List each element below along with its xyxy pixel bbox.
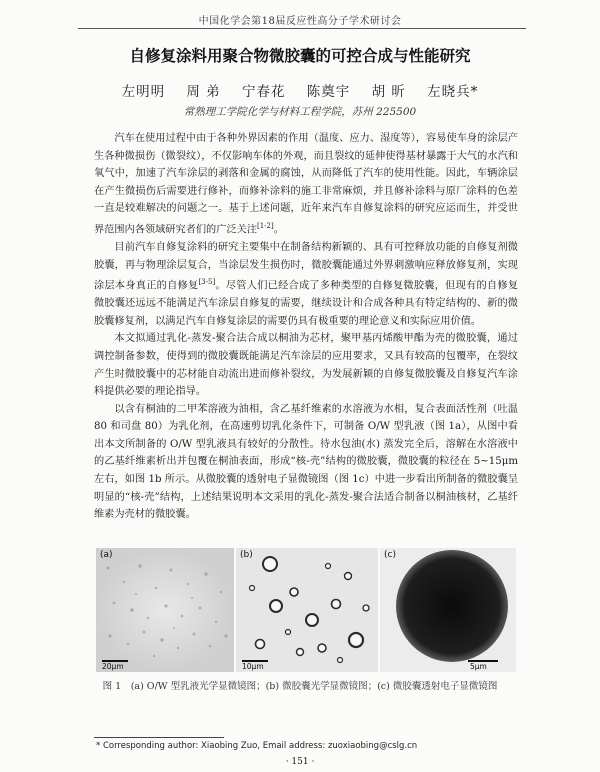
scale-label: 10μm (242, 662, 264, 671)
page-number: · 151 · (285, 757, 315, 767)
header-rule (78, 28, 526, 29)
body-text (94, 130, 518, 524)
paragraph: 目前汽车自修复涂料的研究主要集中在制备结构新颖的、具有可控释放功能的自修复剂微胶囊，再与物理涂层复合，当涂层发生损伤时，微胶囊能通过外界刺激响应释放修复剂，实现涂层本身真正的自修复[3-5]。尽管人们已经合成了多种类型的自修复微胶囊，但现有的自修复微胶囊还远远不能满足汽车涂层自修复的需要，继续设计和合成各种具有特定结构的、新的微胶囊修复剂，以满足汽车自修复涂层的需要仍具有极重要的理论意义和实际应用价值。 (94, 241, 519, 327)
footnote: * Corresponding author: Xiaobing Zuo, Email address: zuoxiaobing@cslg.cn (96, 741, 418, 751)
panel-label: (b) (240, 550, 253, 560)
citation: [1-2] (257, 221, 274, 230)
tem-capsule-graphic (380, 548, 516, 672)
panel-label: (a) (100, 550, 113, 560)
author-list (0, 80, 600, 100)
running-header: 中国化学会第18届反应性高分子学术研讨会 (198, 16, 402, 27)
paragraph: 以含有桐油的二甲苯溶液为油相，含乙基纤维素的水溶液为水相，复合表面活性剂（吐温 80 和司盘 80）为乳化剂，在高速剪切乳化条件下，可制备 O/W 型乳液（图 1a），从图中看出本文所制备的 O/W 型乳液具有较好的分散性。待水包油(水) 蒸发完全后，溶解在水溶液中的乙基纤维素析出并包覆在桐油表面，形成“核-壳”结构的微胶囊，微胶囊的粒径在 5~15μm 左右，如图 1b 所示。从微胶囊的透射电子显微镜图（图 1c）中进一步看出所制备的微胶囊呈明显的“核-壳”结构，上述结果说明本文采用的乳化-蒸发-聚合法适合制备以桐油核材，乙基纤维素为壳材的微胶囊。 (94, 403, 518, 521)
scale-label: 20μm (102, 662, 124, 671)
citation: [3-5] (198, 278, 216, 287)
author: 左晓兵* (427, 84, 479, 100)
panel-label: (c) (384, 550, 396, 560)
footnote-rule (94, 737, 224, 738)
affiliation: 常熟理工学院化学与材料工程学院，苏州 225500 (183, 106, 417, 118)
panel-a-emulsion-micrograph (96, 548, 234, 672)
figure-caption: 图 1 (a) O/W 型乳液光学显微镜图；(b) 微胶囊光学显微镜图；(c) 微胶囊透射电子显微镜图 (102, 681, 498, 692)
author: 宁春花 (241, 84, 286, 100)
author: 左明明 (121, 84, 166, 100)
paragraph: 本文拟通过乳化-蒸发-聚合法合成以桐油为芯材，聚甲基丙烯酸甲酯为壳的微胶囊，通过调控制备参数，使得到的微胶囊既能满足汽车涂层的应用要求，又具有较高的包覆率，在裂纹产生时微胶囊中的芯材能自动流出进而修补裂纹，为发展新颖的自修复微胶囊及自修复汽车涂料提供必要的理论指导。 (94, 333, 518, 398)
microcapsules-graphic (236, 548, 378, 672)
author: 陈奠宇 (306, 84, 351, 100)
author: 周 弟 (186, 84, 221, 100)
figure-1 (96, 548, 516, 672)
panel-c-tem-micrograph (380, 548, 516, 672)
panel-b-microcapsule-micrograph (236, 548, 378, 672)
paragraph: 汽车在使用过程中由于各种外界因素的作用（温度、应力、湿度等），容易使车身的涂层产生各种微损伤（微裂纹），不仅影响车体的外观，而且裂纹的延伸使得基材暴露于大气的水汽和氧气中，加速了汽车涂层的剥落和金属的腐蚀，从而降低了汽车的使用性能。因此，车辆涂层在产生微损伤后需要进行修补，而修补涂料的施工非常麻烦，并且修补涂料与原厂涂料的色差一直是较难解决的问题之一。基于上述问题，近年来汽车自修复涂料的研究应运而生，并受世界范围内各领域研究者们的广泛关注[1-2]。 (94, 133, 518, 236)
paper-title: 自修复涂料用聚合物微胶囊的可控合成与性能研究 (129, 47, 471, 65)
scale-label: 5μm (470, 662, 487, 671)
emulsion-droplets-graphic (96, 548, 234, 672)
author: 胡 昕 (371, 84, 406, 100)
